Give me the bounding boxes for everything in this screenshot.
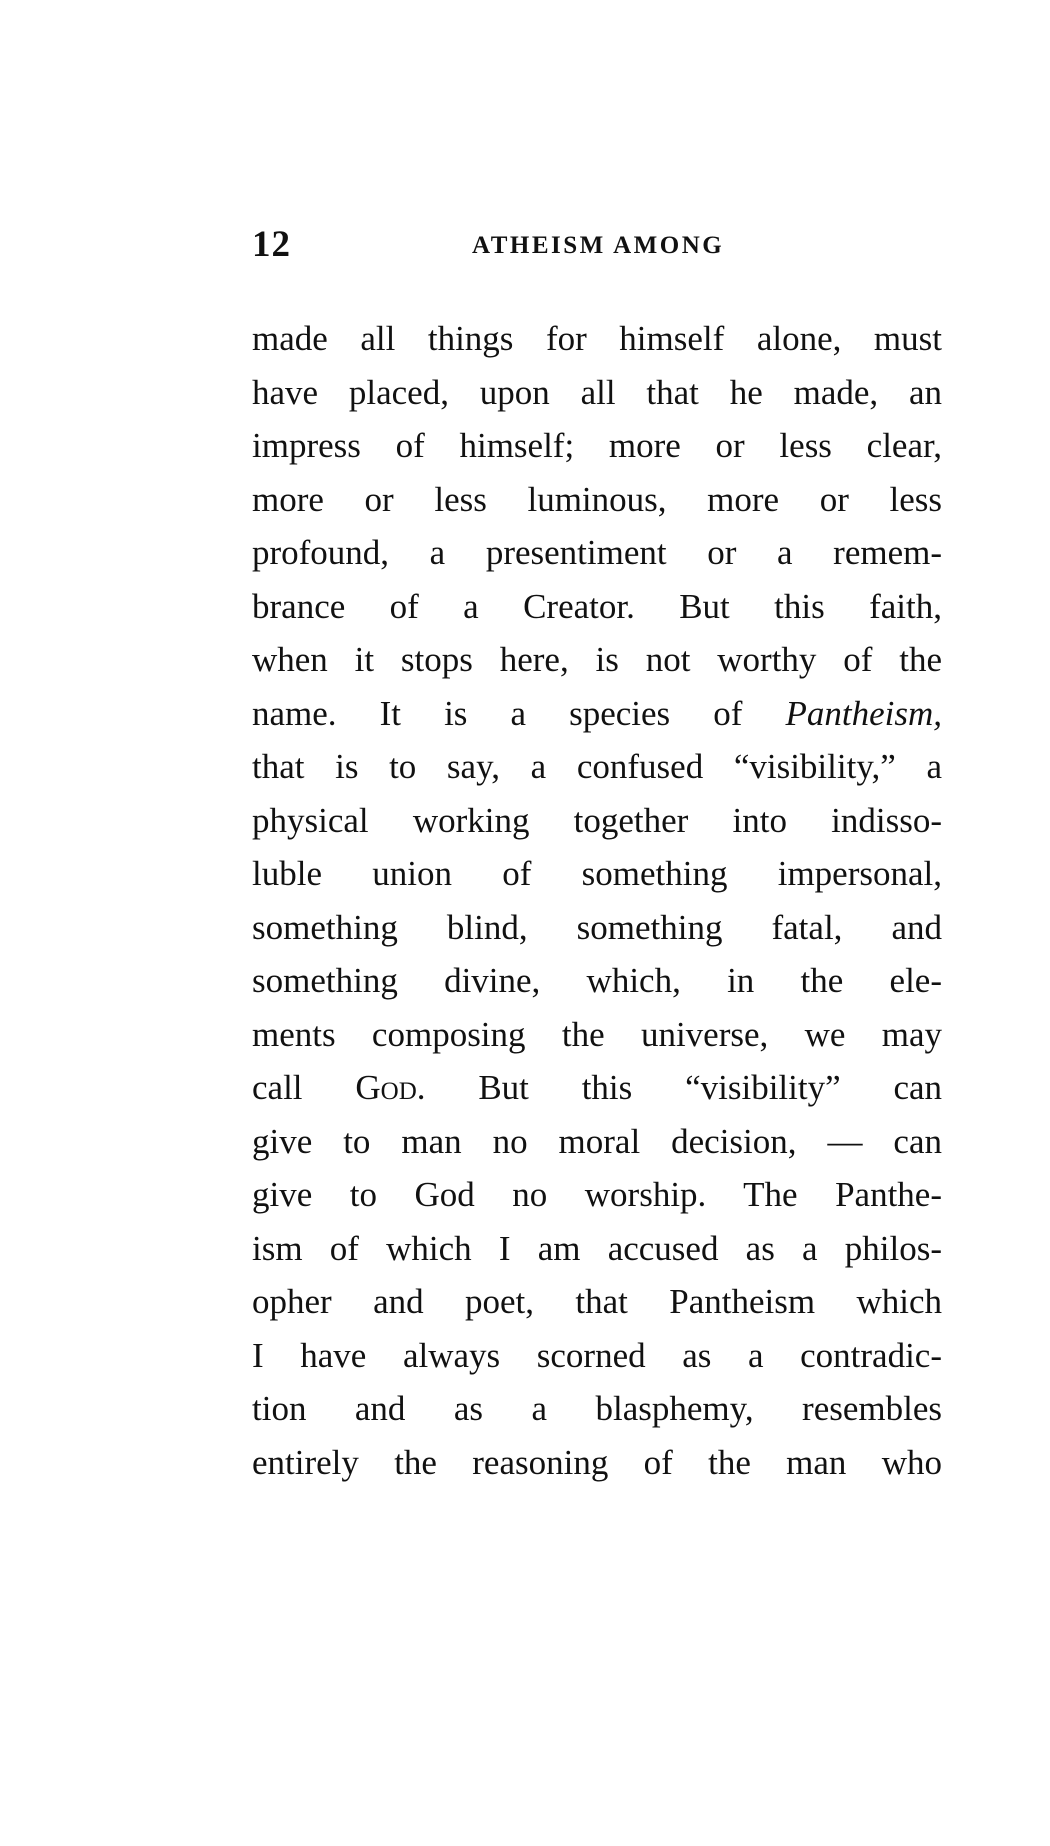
page-number: 12 — [252, 224, 291, 265]
text-line: brance of a Creator. But this faith, — [252, 586, 942, 626]
text-line: something blind, something fatal, and — [252, 907, 942, 947]
running-title: ATHEISM AMONG — [472, 232, 725, 259]
text-line: have placed, upon all that he made, an — [252, 372, 942, 412]
text-line: that is to say, a confused “visibility,” a — [252, 747, 942, 786]
text-line — [252, 687, 942, 741]
text-line: physical working together into indisso- — [252, 800, 942, 840]
text-line: tion and as a blasphemy, resembles — [252, 1389, 942, 1428]
text-line: made all things for himself alone, must — [252, 319, 942, 358]
text-line: give to God no worship. The Panthe- — [252, 1175, 942, 1214]
text-segment: name. It is a species of — [252, 693, 743, 733]
smallcaps-word-god: God. — [355, 1068, 426, 1107]
text-line: luble union of something impersonal, — [252, 854, 942, 893]
text-line — [252, 1061, 942, 1115]
italic-word-pantheism: Pantheism, — [785, 693, 942, 733]
text-line: when it stops here, is not worthy of the — [252, 640, 942, 679]
text-line: something divine, which, in the ele- — [252, 961, 942, 1000]
text-line: profound, a presentiment or a remem- — [252, 533, 942, 572]
text-line: give to man no moral decision, — can — [252, 1121, 942, 1161]
running-head — [252, 220, 942, 270]
text-line: more or less luminous, more or less — [252, 479, 942, 519]
text-line: opher and poet, that Pantheism which — [252, 1282, 942, 1321]
text-line: entirely the reasoning of the man who — [252, 1442, 942, 1482]
body-text — [252, 312, 942, 1489]
text-segment: call — [252, 1068, 303, 1107]
text-line: ism of which I am accused as a philos- — [252, 1228, 942, 1268]
text-line: ments composing the universe, we may — [252, 1014, 942, 1054]
text-line: impress of himself; more or less clear, — [252, 426, 942, 465]
text-line: I have always scorned as a contradic- — [252, 1335, 942, 1375]
text-segment: But this “visibility” can — [478, 1068, 942, 1107]
